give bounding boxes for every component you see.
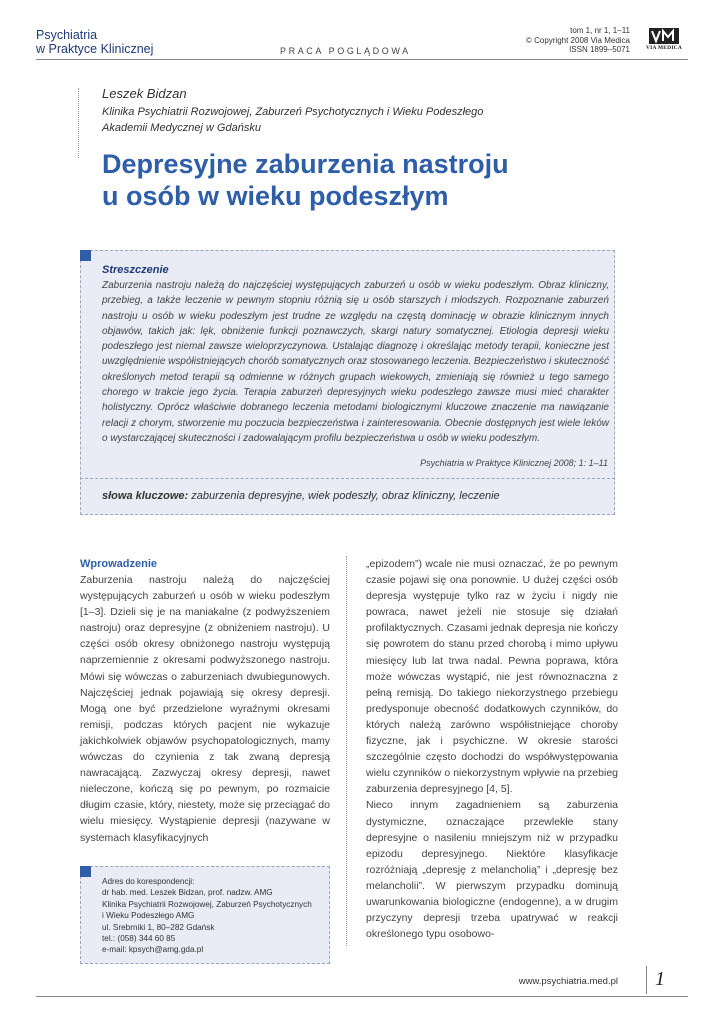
section-heading-introduction: Wprowadzenie: [80, 558, 158, 570]
logo-text: VIA MEDICA: [645, 45, 683, 51]
journal-name: [36, 28, 153, 56]
correspondence-line: i Wieku Podeszłego AMG: [102, 911, 195, 921]
correspondence-line: Klinika Psychiatrii Rozwojowej, Zaburzeń Psychotycznych: [102, 899, 312, 909]
affiliation-line1: Klinika Psychiatrii Rozwojowej, Zaburzeń Psychotycznych i Wieku Podeszłego: [102, 106, 484, 118]
publisher-logo: [640, 28, 688, 51]
page-number: 1: [655, 968, 665, 990]
journal-name-line1: Psychiatria: [36, 28, 98, 42]
right-column: [366, 556, 618, 942]
author-name: Leszek Bidzan: [102, 86, 187, 101]
correspondence-line: Adres do korespondencji:: [102, 877, 195, 886]
correspondence-address: [102, 876, 327, 956]
intro-paragraph: Zaburzenia nastroju należą do najczęściej występujących zaburzeń u osób w wieku podeszłym [1–3]. Dzieli się je na maniakalne (z podwyższeniem nastroju) oraz depresyjne (z obniżeniem nastroju). U części osób okresy obniżonego nastroju występują naprzemiennie z okresami podwyższonego nastroju. Mówi się wówczas o zaburzeniach dwubiegunowych. Najczęściej jednak pojawiają się okresy depresji. Mogą one być przedzielone wyraźnymi okresami remisji, podczas których pacjent nie wykazuje jakichkolwiek objawów psychopatologicznych, mamy wówczas do czynienia z tak zwaną depresją nawracającą. Zazwyczaj okresy depresji, nawet nieleczone, kończą się po pewnym, po rozmaicie długim czasie, który, niestety, może się przeciągać do wielu miesięcy. Wystąpienie depresji (nazywane w systemach klasyfikacyjnych: [80, 574, 330, 844]
copyright: © Copyright 2008 Via Medica: [525, 35, 630, 45]
correspondence-phone: tel.: (058) 344 60 85: [102, 934, 176, 944]
correspondence-email[interactable]: e-mail: kpsych@amg.gda.pl: [102, 945, 204, 955]
correspondence-corner-marker: [80, 866, 91, 877]
keywords-label: słowa kluczowe:: [102, 490, 189, 502]
affiliation-line2: Akademii Medycznej w Gdańsku: [102, 122, 261, 134]
section-label: PRACA POGLĄDOWA: [280, 46, 411, 56]
author-affiliation: [102, 104, 622, 136]
abstract-corner-marker: [80, 250, 91, 261]
journal-meta: [440, 26, 630, 55]
author-side-rule: [78, 88, 79, 158]
left-column: [80, 556, 330, 846]
abstract-text: Zaburzenia nastroju należą do najczęściej występujących zaburzeń u osób w wieku podeszłym. Obraz kliniczny, przebieg, a także leczenie w pewnym stopniu różnią się u osób starszych i młodszych. Rozpoznanie zaburzeń nastroju u osób w wieku podeszłym jest trudne ze względu na częstą dominację w obrazie klinicznym innych objawów, takich jak: lęk, obniżenie funkcji poznawczych, skargi natury somatycznej. Etiologia depresji wieku podeszłego jest niemal zawsze wieloprzyczynowa. Ustalając diagnozę i określając metody terapii, konieczne jest uwzględnienie współistniejących chorób somatycznych oraz stosowanego leczenia. Bezpieczeństwo i skuteczność określonych metod terapii są odmienne w różnych grupach wiekowych, zmieniają się również u tego samego chorego w trakcie jego życia. Terapia zaburzeń depresyjnych wieku podeszłego zawsze musi mieć charakter holistyczny. Oprócz właściwie dobranego leczenia metodami biologicznymi kluczowe znaczenie ma nawiązanie relacji z chorym, stworzenie mu poczucia bezpieczeństwa i zainteresowania. Obecnie dostępnych jest wiele leków o wystarczającej skuteczności i zadowalającym profilu bezpieczeństwa u osób w wieku podeszłym.: [102, 280, 609, 444]
keywords-divider: [80, 478, 615, 479]
correspondence-line: dr hab. med. Leszek Bidzan, prof. nadzw. AMG: [102, 888, 273, 898]
correspondence-line: ul. Srebrniki 1, 80–282 Gdańsk: [102, 922, 215, 932]
keywords-list: zaburzenia depresyjne, wiek podeszły, obraz kliniczny, leczenie: [191, 490, 500, 502]
footer-divider: [36, 996, 688, 997]
article-title: [102, 148, 662, 212]
body-paragraph-1: „epizodem”) wcale nie musi oznaczać, że po pewnym czasie pojawi się ona ponownie. U dużej części osób depresja występuje tylko raz w życiu i nigdy nie powraca, nawet jeżeli nie stosuje się działań profilaktycznych. Czasami jednak depresja nie kończy się powrotem do stanu przed chorobą i mimo upływu miesięcy lub lat trwa nadal. Pewna poprawa, która może wówczas wystąpić, nie jest równoznaczna z pełną remisją. Do takiego niekorzystnego przebiegu predysponuje obecność dodatkowych czynników, do których należą zarówno współistniejące choroby fizyczne, jak i psychiczne. W okresie starości szczególnie często dochodzi do współwystępowania wielu czynników o niekorzystnym wpływie na przebieg zaburzenia depresyjnego [4, 5].: [366, 558, 618, 796]
body-paragraph-2: Nieco innym zagadnieniem są zaburzenia dystymiczne, oznaczające przewlekłe stany depresyjne o nasileniu mniejszym niż w przypadku epizodu depresyjnego. Niektóre klasyfikacje rozróżniają „depresję z melancholią” i „depresję bez melancholii”. W pierwszym przypadku dominują uwarunkowania biologiczne (endogenne), a w drugim przyczyny depresji trzeba upatrywać w reakcji określonego typu osobowo-: [366, 799, 618, 941]
column-divider: [346, 556, 347, 946]
issn: ISSN 1899–5071: [569, 45, 630, 54]
footer-vertical-rule: [646, 966, 647, 994]
header-divider: [36, 59, 688, 60]
volume-info: tom 1, nr 1, 1–11: [570, 26, 630, 35]
journal-name-line2: w Praktyce Klinicznej: [36, 42, 154, 56]
keywords: [102, 490, 612, 502]
via-medica-logo-icon: [649, 28, 679, 44]
journal-website-link[interactable]: www.psychiatria.med.pl: [518, 976, 618, 987]
title-line2: u osób w wieku podeszłym: [102, 181, 449, 211]
abstract-citation: Psychiatria w Praktyce Klinicznej 2008; 1: 1–11: [420, 458, 608, 468]
title-line1: Depresyjne zaburzenia nastroju: [102, 149, 509, 179]
abstract-heading: Streszczenie: [102, 264, 169, 276]
